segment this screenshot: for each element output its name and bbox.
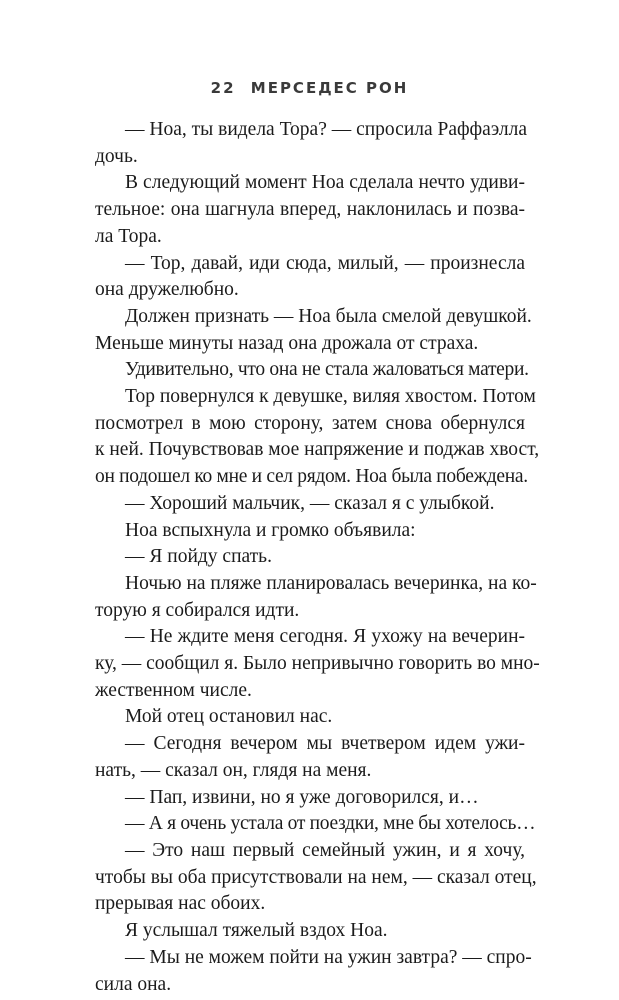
text-line: — Ноа, ты видела Тора? — спросила Раффаэлла	[125, 119, 527, 140]
author-name: МЕРСЕДЕС РОН	[250, 79, 409, 97]
text-line: ку, — сообщил я. Было непривычно говорить во мно-	[95, 653, 540, 675]
text-line: Мой отец остановил нас.	[125, 706, 333, 728]
text-line: прерывая нас обоих.	[95, 893, 266, 915]
text-line: Удивительно, что она не стала жаловаться матери.	[125, 359, 529, 381]
text-line: Тор повернулся к девушке, виляя хвостом. Потом	[125, 386, 536, 408]
text-line: жественном числе.	[95, 679, 252, 701]
text-line: — Сегодня вечером мы вчетвером идем ужи-	[125, 733, 525, 755]
text-line: — Хороший мальчик, — сказал я с улыбкой.	[125, 492, 495, 514]
text-line: ла Тора.	[95, 225, 162, 247]
text-line: нать, — сказал он, глядя на меня.	[95, 759, 372, 781]
text-line: сила она.	[95, 973, 172, 995]
text-line: — Тор, давай, иди сюда, милый, — произнесла	[125, 252, 525, 274]
text-line: — Пап, извини, но я уже договорился, и…	[125, 786, 479, 808]
text-line: дочь.	[95, 145, 138, 167]
running-header	[0, 79, 619, 97]
text-line: — Не ждите меня сегодня. Я ухожу на вечерин-	[125, 626, 525, 648]
text-line: торую я собирался идти.	[95, 599, 300, 621]
text-line: к ней. Почувствовав мое напряжение и поджав хвост,	[95, 439, 540, 461]
text-line: посмотрел в мою сторону, затем снова обернулся	[95, 412, 525, 434]
text-line: Должен признать — Ноа была смелой девушкой.	[125, 305, 532, 327]
text-line: Меньше минуты назад она дрожала от страха.	[95, 332, 479, 354]
text-line: В следующий момент Ноа сделала нечто удиви-	[125, 172, 525, 194]
text-line: Ноа вспыхнула и громко объявила:	[125, 519, 416, 541]
text-line: он подошел ко мне и сел рядом. Ноа была побеждена.	[95, 466, 528, 488]
text-line: Ночью на пляже планировалась вечеринка, на ко-	[125, 572, 537, 594]
text-line: — А я очень устала от поездки, мне бы хотелось…	[125, 813, 536, 835]
body-text	[95, 117, 540, 998]
text-line: — Я пойду спать.	[125, 546, 272, 568]
text-line: — Это наш первый семейный ужин, и я хочу,	[125, 839, 525, 861]
text-line: тельное: она шагнула вперед, наклонилась и позва-	[95, 199, 525, 221]
text-line: она дружелюбно.	[95, 279, 239, 301]
text-line: — Мы не можем пойти на ужин завтра? — спро-	[125, 946, 532, 968]
page-number: 22	[210, 79, 236, 97]
text-line: Я услышал тяжелый вздох Ноа.	[125, 920, 388, 942]
text-line: чтобы вы оба присутствовали на нем, — сказал отец,	[95, 866, 537, 888]
